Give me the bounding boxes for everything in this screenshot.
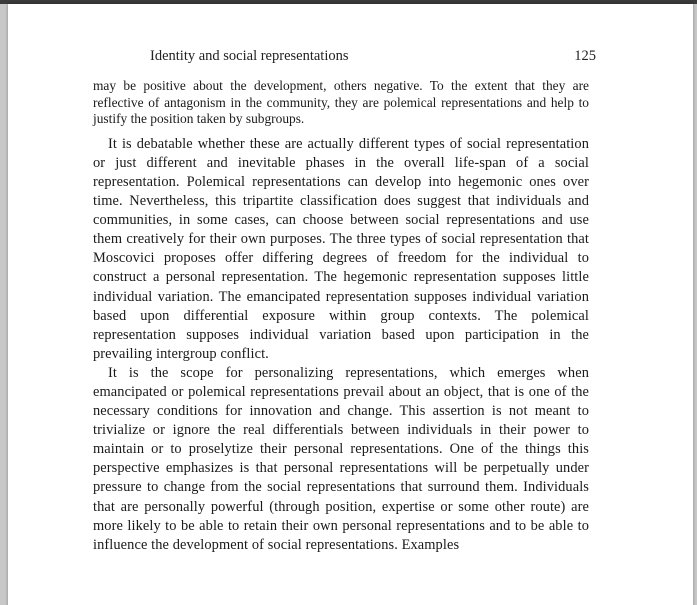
page-header <box>150 48 596 68</box>
document-page <box>8 4 693 605</box>
paragraph: It is debatable whether these are actually different types of social representation or just different and inevitable phases in the overall life-span of a social representation. Polemical representations can develop into hegemonic ones over time. Nevertheless, this tripartite classification does suggest that individuals and communities, in some cases, can choose between social representations and use them creatively for their own purposes. The three types of social representation that Moscovici proposes offer differing degrees of freedom for the individual to construct a personal representation. The hegemonic representation supposes little individual variation. The emancipated representation supposes individual variation based upon differential exposure within group contexts. The polemical representation supposes individual variation based upon participation in the prevailing intergroup conflict. <box>93 135 589 362</box>
page-number: 125 <box>574 48 596 64</box>
paragraph: It is the scope for personalizing representations, which emerges when emancipated or polemical representations prevail about an object, that is one of the necessary conditions for innovation and change. This assertion is not meant to trivialize or ignore the real differentials between individuals in their power to maintain or to proselytize their personal representations. One of the things this perspective emphasizes is that personal representations will be perpetually under pressure to change from the social representations that surround them. Individuals that are personally powerful (through position, expertise or some other route) are more likely to be able to retain their own personal representations and to be able to influence the development of social representations. Examples <box>93 364 589 553</box>
body-text <box>93 78 589 555</box>
running-title: Identity and social representations <box>150 48 349 64</box>
paragraph-continued: may be positive about the development, others negative. To the extent that they are reflective of antagonism in the community, they are polemical representations and help to justify the position taken by subgroups. <box>93 78 589 127</box>
